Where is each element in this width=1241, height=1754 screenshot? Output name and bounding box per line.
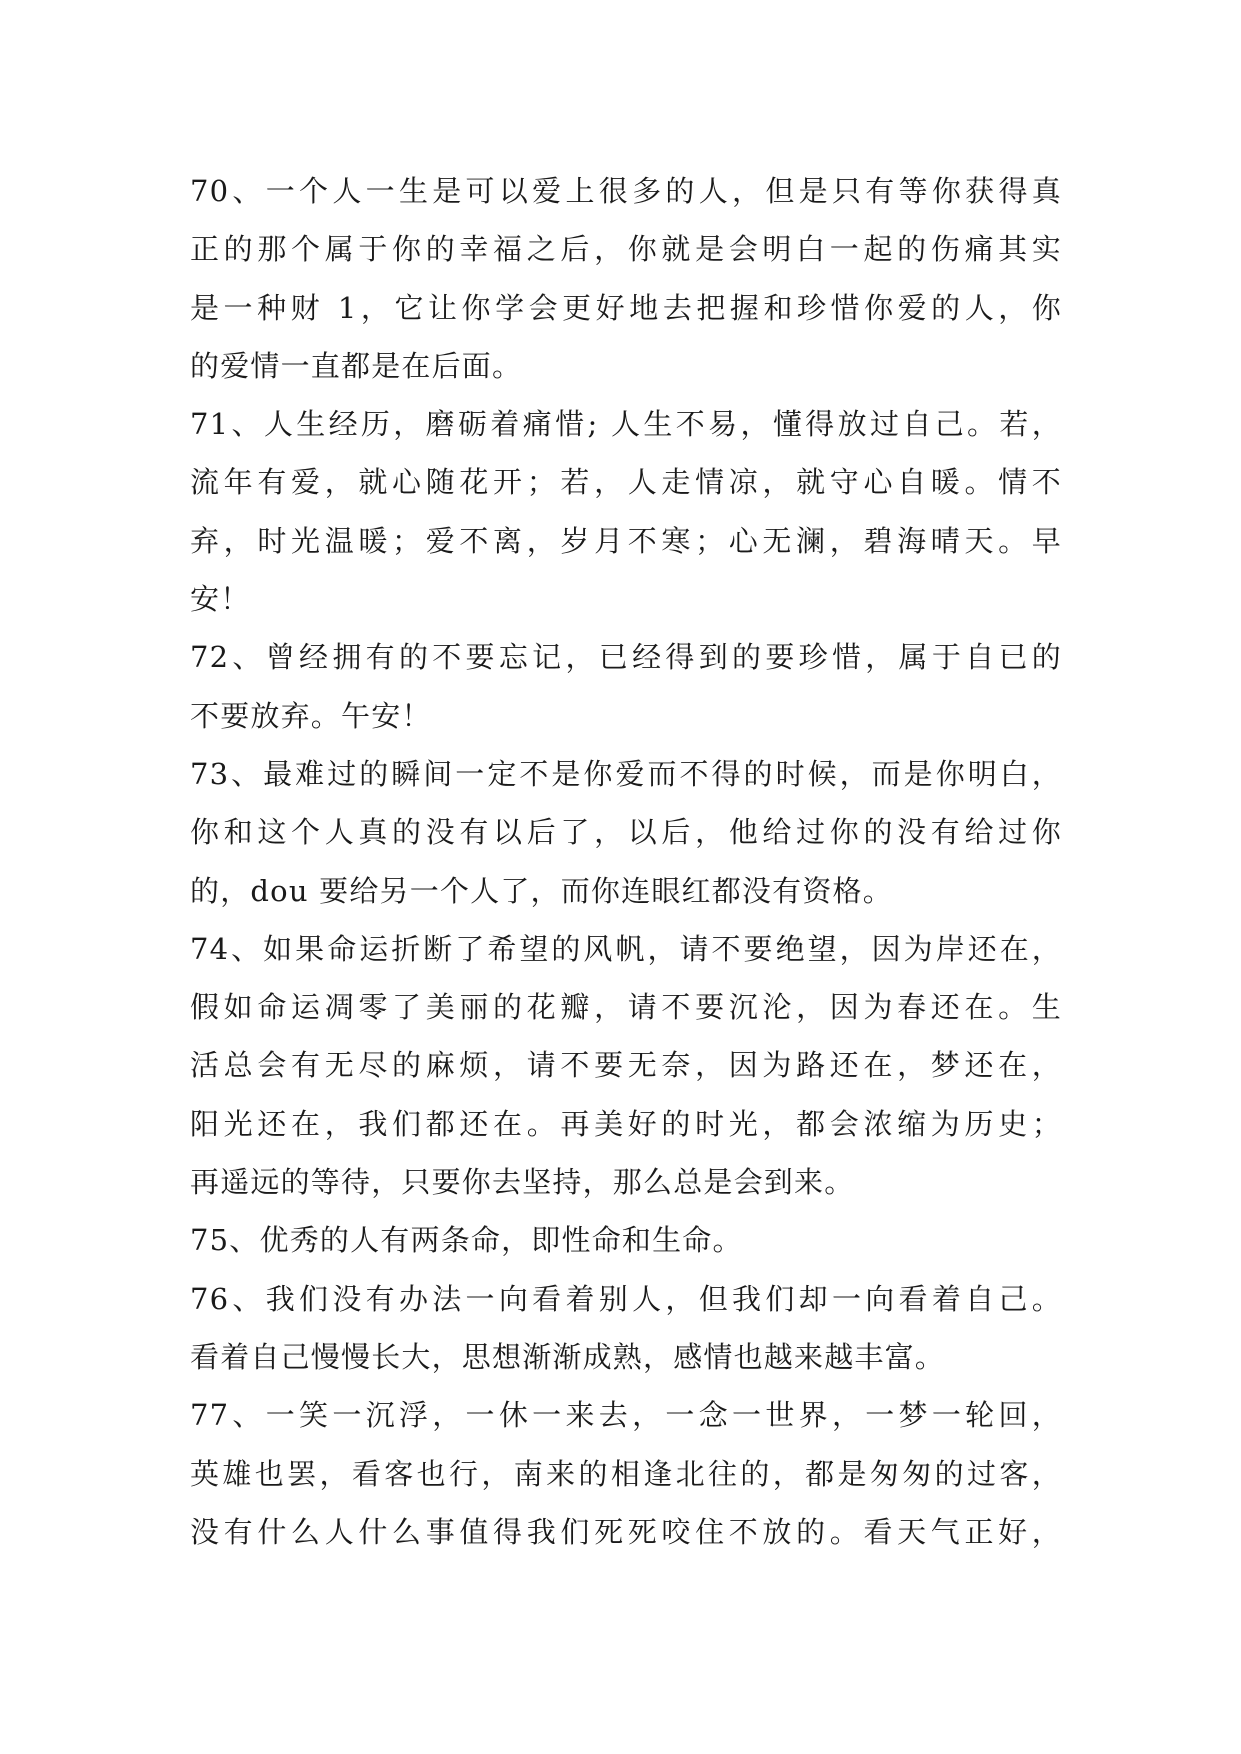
- text-line: 英雄也罢，看客也行，南来的相逢北往的，都是匆匆的过客，: [190, 1456, 1062, 1491]
- text-line: 阳光还在，我们都还在。再美好的时光，都会浓缩为历史；: [190, 1106, 1062, 1141]
- text-line: 74、如果命运折断了希望的风帆，请不要绝望，因为岸还在，: [190, 931, 1062, 966]
- text-line: 不要放弃。午安！: [190, 698, 432, 733]
- document-body: [190, 162, 1062, 1561]
- text-line: 72、曾经拥有的不要忘记，已经得到的要珍惜，属于自已的: [190, 640, 1062, 675]
- text-line: 你和这个人真的没有以后了，以后，他给过你的没有给过你: [190, 815, 1062, 850]
- text-line: 没有什么人什么事值得我们死死咬住不放的。看天气正好，: [190, 1514, 1062, 1549]
- text-line: 假如命运凋零了美丽的花瓣，请不要沉沦，因为春还在。生: [190, 990, 1062, 1025]
- text-line: 流年有爱，就心随花开；若，人走情凉，就守心自暖。情不: [190, 465, 1062, 500]
- text-line: 正的那个属于你的幸福之后，你就是会明白一起的伤痛其实: [190, 232, 1062, 267]
- text-line: 73、最难过的瞬间一定不是你爱而不得的时候，而是你明白，: [190, 756, 1062, 791]
- text-line: 安！: [190, 582, 251, 617]
- text-line: 77、一笑一沉浮，一休一来去，一念一世界，一梦一轮回，: [190, 1398, 1062, 1433]
- text-line: 70、一个人一生是可以爱上很多的人，但是只有等你获得真: [190, 174, 1062, 208]
- text-line: 的爱情一直都是在后面。: [190, 348, 523, 383]
- text-line: 76、我们没有办法一向看着别人，但我们却一向看着自己。: [190, 1281, 1062, 1316]
- text-line: 再遥远的等待，只要你去坚持，那么总是会到来。: [190, 1165, 855, 1200]
- text-line: 71、人生经历，磨砺着痛惜; 人生不易，懂得放过自己。若，: [190, 407, 1062, 442]
- text-line: 活总会有无尽的麻烦，请不要无奈，因为路还在，梦还在，: [190, 1048, 1062, 1083]
- text-line: 弃，时光温暖；爱不离，岁月不寒；心无澜，碧海晴天。早: [190, 523, 1062, 558]
- text-line: 看着自己慢慢长大，思想渐渐成熟，感情也越来越丰富。: [190, 1339, 946, 1374]
- text-line: 的，dou 要给另一个人了，而你连眼红都没有资格。: [190, 873, 893, 908]
- text-line: 75、优秀的人有两条命，即性命和生命。: [190, 1223, 743, 1258]
- text-line: 是一种财 1，它让你学会更好地去把握和珍惜你爱的人，你: [190, 290, 1062, 325]
